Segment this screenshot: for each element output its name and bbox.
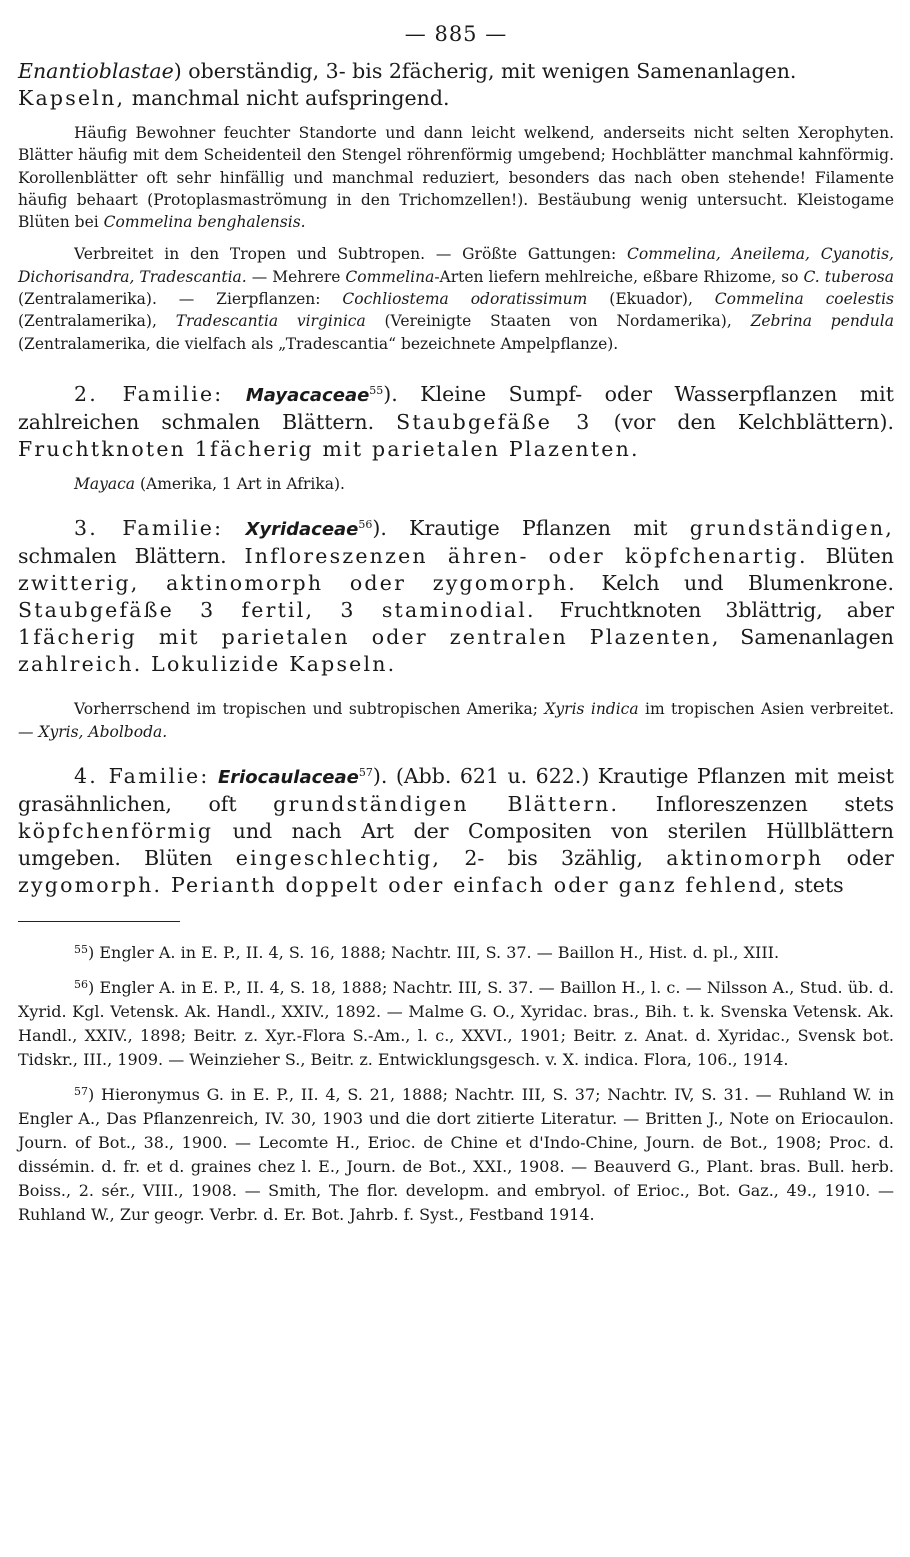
family-3-spaced-6: zahlreich. Lokulizide Kapseln. (18, 652, 397, 677)
intro-lead-rest: ) oberständig, 3- bis 2fächerig, mit wenigen Samenanlagen. (173, 59, 797, 83)
family-2-note-rest: (Amerika, 1 Art in Afrika). (135, 474, 345, 493)
family-3-spaced-1: grundständigen, (689, 516, 894, 541)
footnote-57 (18, 1080, 894, 1227)
family-3-text-1: ). Krautige Pflanzen mit (372, 516, 690, 541)
family-2-spaced-2: Fruchtknoten 1fächerig mit parietalen Plazenten. (18, 436, 640, 461)
family-2-label: 2. Familie: (74, 381, 224, 406)
family-3-note-2: Xyris indica (544, 700, 639, 719)
intro-spaced: Kapseln, (18, 86, 126, 110)
family-2-ref: 55 (369, 383, 384, 397)
distribution-text-1: Verbreitet in den Tropen und Subtropen. — Größte Gattungen: (74, 245, 627, 264)
biology-text: Häufig Bewohner feuchter Standorte und dann leicht welkend, anderseits nicht selten Xerophyten. Blätter häufig mit dem Scheidenteil den Stengel röhrenförmig umgebend; Hochblätter manchmal kahnförmig. Korollenblätter oft sehr hinfällig und manchmal reduziert, besonders das nach oben stehende! Filamente häufig behaart (Protoplasmaströmung in den Trichomzellen!). Bestäubung wenig untersucht. Kleistogame Blüten bei (18, 124, 894, 232)
family-3-note-3: im tropischen Asien verbreitet. — (18, 700, 895, 741)
family-3-spaced-2: Infloreszenzen ähren- oder köpfchenartig. (244, 544, 808, 569)
distribution-genera: Commelina, Aneilema, Cyanotis, Dichorisandra, Tradescantia. (18, 245, 894, 286)
distribution-text-5: (Ekuador), (587, 290, 715, 309)
family-3-ref: 56 (358, 518, 373, 532)
family-3-note-4: Xyris, Abolboda. (38, 722, 168, 741)
family-4-name: Eriocaulaceae (217, 766, 359, 788)
family-4-text-4: 2- bis 3zählig, (441, 845, 667, 870)
family-4-text-1: ). (Abb. 621 u. 622.) Krautige Pflanzen mit meist grasähnlichen, oft (18, 763, 894, 816)
family-3-label: 3. Familie: (74, 516, 224, 541)
family-4-spaced-2: köpfchenförmig (18, 818, 214, 843)
distribution-text-7: (Vereinigte Staaten von Nordamerika), (365, 312, 751, 331)
distribution-virginica: Tradescantia virginica (175, 312, 366, 331)
intro-rest: manchmal nicht aufspringend. (125, 86, 450, 110)
family-3-spaced-4: Staubgefäße 3 fertil, 3 staminodial. (18, 598, 536, 623)
distribution-text-6: (Zentralamerika), (18, 312, 176, 331)
paragraph-biology (18, 122, 894, 233)
family-4-ref: 57 (358, 765, 373, 779)
family-4-text-2: Infloreszenzen stets (619, 791, 894, 816)
family-2-spaced-1: Staubgefäße 3 (396, 409, 592, 434)
family-4-label: 4. Familie: (74, 763, 210, 788)
footnote-57-number: 57 (74, 1084, 88, 1098)
family-3-text-2: schmalen Blättern. (18, 544, 245, 569)
family-3-text-3: Blüten (807, 544, 894, 569)
family-2-text-2: (vor den Kelchblättern). (591, 409, 894, 434)
intro-lead-italic: Enantioblastae (18, 59, 174, 83)
family-3-text-6: Samenanlagen (720, 625, 895, 650)
distribution-commelina: Commelina (345, 267, 435, 286)
footnote-56-number: 56 (74, 977, 88, 991)
family-3-name: Xyridaceae (245, 519, 359, 541)
family-4-description (18, 763, 894, 899)
footnote-56-text: ) Engler A. in E. P., II. 4, S. 18, 1888; Nachtr. III, S. 37. — Baillon H., l. c. — Nilsson A., Stud. üb. d. Xyrid. Kgl. Vetensk. Ak. Handl., XXIV., 1892. — Malme G. O., Xyridac. bras., Bih. t. k. Svenska Vetensk. Ak. Handl., XXIV., 1898; Beitr. z. Xyr.-Flora S.-Am., l. c., XXVI., 1901; Beitr. z. Anat. d. Xyridac., Svensk bot. Tidskr., III., 1909. — Weinzieher S., Beitr. z. Entwicklungsgesch. v. X. indica. Flora, 106., 1914. (18, 977, 894, 1069)
family-4-text-3: und nach Art der Compositen von sterilen Hüllblättern umgeben. Blüten (18, 818, 894, 870)
family-4-text-6: stets (787, 872, 844, 897)
family-3-note (18, 698, 894, 743)
family-2-text-1: ). Kleine Sumpf- oder Wasserpflanzen mit zahlreichen schmalen Blättern. (18, 381, 894, 434)
intro-text (18, 58, 894, 112)
family-3-note-1: Vorherrschend im tropischen und subtropischen Amerika; (74, 700, 545, 719)
family-2-description (18, 381, 894, 463)
biology-tail-italic: Commelina benghalensis. (103, 213, 306, 232)
footnote-57-text: ) Hieronymus G. in E. P., II. 4, S. 21, 1888; Nachtr. III, S. 37; Nachtr. IV, S. 31. — Ruhland W. in Engler A., Das Pflanzenreich, IV. 30, 1903 und die dort zitierte Literatur. — Britten J., Note on Eriocaulon. Journ. of Bot., 38., 1900. — Lecomte H., Erioc. de Chine et d'Indo-Chine, Journ. de Bot., 1908; Proc. d. dissémin. d. fr. et d. graines chez l. E., Journ. de Bot., XXI., 1908. — Beauverd G., Plant. bras. Bull. herb. Boiss., 2. sér., VIII., 1908. — Smith, The flor. developm. and embryol. of Erioc., Bot. Gaz., 49., 1910. — Ruhland W., Zur geogr. Verbr. d. Er. Bot. Jahrb. f. Syst., Festband 1914. (18, 1084, 894, 1224)
distribution-text-8: (Zentralamerika, die vielfach als „Tradescantia“ bezeichnete Ampelpflanze). (18, 334, 619, 353)
distribution-tuberosa: C. tuberosa (803, 267, 894, 286)
footnote-55-number: 55 (74, 942, 88, 956)
family-3-spaced-3: zwitterig, aktinomorph oder zygomorph. (18, 571, 577, 596)
footnote-56 (18, 973, 894, 1072)
family-3-text-4: Kelch und Blumenkrone. (577, 571, 895, 596)
family-2-name: Mayacaceae (245, 384, 370, 406)
distribution-cochliostema: Cochliostema odoratissimum (342, 290, 588, 309)
distribution-text-3: -Arten liefern mehlreiche, eßbare Rhizome, so (434, 267, 804, 286)
footnote-55 (18, 938, 894, 965)
family-4-text-5: oder (823, 845, 894, 870)
distribution-coelestis: Commelina coelestis (714, 290, 894, 309)
paragraph-distribution (18, 243, 894, 354)
family-4-spaced-4: aktinomorph (666, 845, 824, 870)
family-4-spaced-5: zygomorph. Perianth doppelt oder einfach oder ganz fehlend, (18, 872, 788, 897)
family-4-spaced-3: eingeschlechtig, (235, 845, 442, 870)
family-3-description (18, 515, 894, 678)
footnote-55-text: ) Engler A. in E. P., II. 4, S. 16, 1888; Nachtr. III, S. 37. — Baillon H., Hist. d. pl., XIII. (88, 942, 780, 962)
family-3-text-5: Fruchtknoten 3blättrig, aber (535, 598, 894, 623)
footnote-divider (18, 921, 180, 922)
page-number: — 885 — (404, 22, 508, 46)
distribution-text-2: — Mehrere (246, 267, 346, 286)
distribution-zebrina: Zebrina pendula (750, 312, 894, 331)
distribution-text-4: (Zentralamerika). — Zierpflanzen: (18, 290, 343, 309)
document-page (18, 22, 894, 1227)
family-3-spaced-5: 1fächerig mit parietalen oder zentralen Plazenten, (18, 625, 721, 650)
family-2-note-genus: Mayaca (74, 474, 136, 493)
family-2-note (18, 473, 894, 495)
family-4-spaced-1: grundständigen Blättern. (273, 791, 620, 816)
